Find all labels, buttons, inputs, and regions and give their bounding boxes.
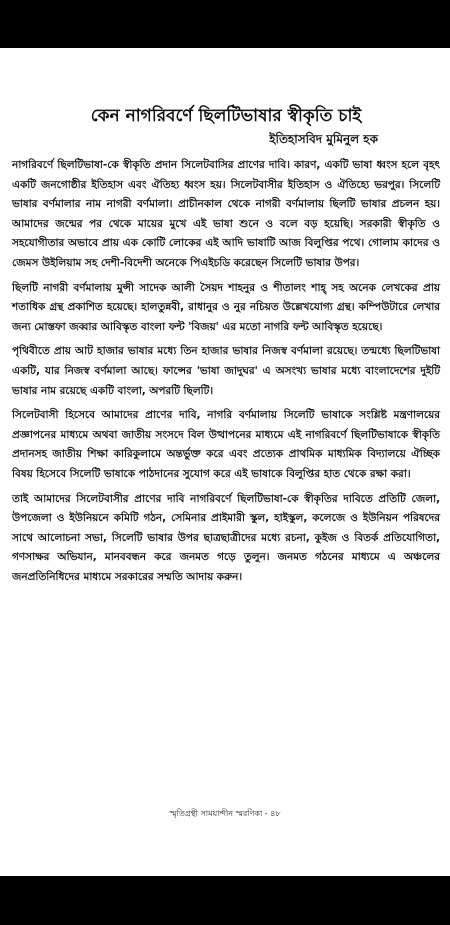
paragraph-2: ছিলটি নাগরী বর্ণমালায় মুন্সী সাদেক আলী সৈয়দ শাহনুর ও শীতালং শাহ্ সহ অনেক লেখকের প্রায় শতাধিক গ্রন্থ প্রকাশিত হয়েছে। হালতুন্নবী, রাধানুর ও নুর নচিয়ত উল্লেখযোগ্য গ্রন্থ। কম্পিউটারে লেখার জন্য মোস্তফা জব্বার আবিস্কৃত বাংলা ফন্ট 'বিজয়' এর মতো নাগরি ফন্ট আবিস্কৃত হয়েছে। — [12, 281, 440, 333]
article-title: কেন নাগরিবর্ণে ছিলটিভাষার স্বীকৃতি চাই — [90, 106, 362, 126]
paragraph-3: পৃথিবীতে প্রায় আট হাজার ভাষার মধ্যে তিন হাজার ভাষার নিজস্ব বর্ণমালা রয়েছে। তন্মধ্যে ছিলটিভাষা একটি, যার নিজস্ব বর্ণমালা আছে। ফান্সের 'ভাষা জাদুঘর' এ অসংখ্য ভাষার মধ্যে বাংলাদেশের দুইটি ভাষার নাম রয়েছে একটি বাংলা, অপরটি ছিলটি। — [12, 345, 440, 397]
top-black-bar — [0, 0, 450, 48]
paragraph-5: তাই আমাদের সিলেটবাসীর প্রাণের দাবি নাগরিবর্ণে ছিলটিভাষা-কে স্বীকৃতির দাবিতে প্রতিটি জেলা, উপজেলা ও ইউনিয়নে কমিটি গঠন, সেমিনার প্রাইমারী স্কুল, হাইস্কুল, কলেজে ও ইউনিয়ন পরিষদের সাথে আলোচনা সভা, সিলেটি ভাষার উপর ছাত্রছাত্রীদের মধ্যে রচনা, কুইজ ও বিতর্ক প্রতিযোগিতা, গণসাক্ষর অভিযান, মানববন্ধন করে জনমত গড়ে তুলুন। জনমত গঠনের মাধ্যমে এ অঞ্চলের জনপ্রতিনিধিদের মাধ্যমে সরকারের সম্মতি আদায় করুন। — [12, 492, 440, 583]
paragraph-1: নাগরিবর্ণে ছিলটিভাষা-কে স্বীকৃতি প্রদান সিলেটবাসির প্রাণের দাবি। কারণ, একটি ভাষা ধ্বংস হলে বৃহৎ একটি জনগোষ্ঠীর ইতিহাস এবং ঐতিহ্য ধ্বংস হয়। সিলেটবাসীর ইতিহাস ও ঐতিহ্যে ভরপুর। সিলেটি ভাষার বর্ণমালার নাম নাগরী বর্ণমালা। প্রাচীনকাল থেকে নাগরী বর্ণমালায় ছিলটি ভাষার প্রচলন হয়। আমাদের জন্মের পর থেকে মায়ের মুখে এই ভাষা শুনে ও বলে বড় হয়েছি। সরকারী স্বীকৃতি ও সহযোগীতার অভাবে প্রায় এক কোটি লোকের এই আদি ভাষাটি আজ বিলুপ্তির পথে। গোলাম কাদের ও জেমস উইলিয়াম সহ দেশী-বিদেশী অনেকে পিএইচডি করেছেন সিলেটি ভাষার উপর। — [12, 159, 440, 269]
paragraph-4: সিলেটবাসী হিসেবে আমাদের প্রাণের দাবি, নাগরি বর্ণমালায় সিলেটি ভাষাকে সংশ্লিষ্ট মন্ত্রণালয়ের প্রজ্ঞাপনের মাধ্যমে অথবা জাতীয় সংসদে বিল উত্থাপনের মাধ্যমে এই নাগরিবর্ণে ছিলটিভাষাকে স্বীকৃতি প্রদানসহ জাতীয় শিক্ষা কারিকুলামে অন্তর্ভুক্ত করে এবং প্রত্যেক প্রাথমিক মাধ্যমিক বিদ্যালয়ে ঐচ্ছিক বিষয় হিসেবে সিলেটি ভাষাকে পাঠদানের সুযোগ করে এই ভাষাকে বিলুপ্তির হাত থেকে রক্ষা করা। — [12, 409, 440, 480]
page-footer: স্মৃতিগ্রন্থী সাময়ান্দীন স্মরণিকা - ৪৮ — [169, 809, 281, 818]
bottom-black-bar — [0, 876, 450, 925]
article-author: ইতিহাসবিদ মুমিনুল হক — [269, 132, 378, 146]
document-page — [0, 48, 450, 876]
